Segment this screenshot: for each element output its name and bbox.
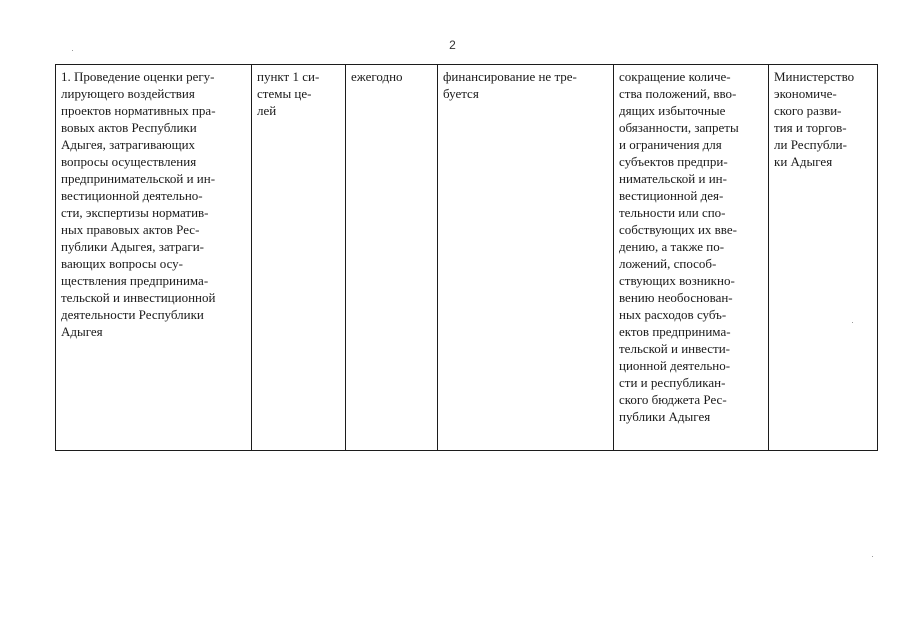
cell-result: сокращение количе- ства положений, вво- дящих избыточные обязанности, запреты и ограничения для субъектов предпри- нимательской и ин- вестиционной дея- тельности или спо- собствующих их вве- дению, а также по- ложений, способ- ствующих возникно- вению необоснован- ных расходов субъ- ектов предпринима- тельской и инвести- ционной деятельно- сти и республикан- ского бюджета Рес- публики Адыгея bbox=[614, 65, 769, 451]
scan-speck bbox=[72, 50, 73, 51]
scan-speck bbox=[872, 556, 873, 557]
scan-speck bbox=[852, 322, 853, 323]
cell-financing: финансирование не тре- буется bbox=[438, 65, 614, 451]
table-row bbox=[56, 65, 878, 451]
cell-deadline: ежегодно bbox=[346, 65, 438, 451]
measures-table bbox=[55, 64, 878, 451]
page-number: 2 bbox=[449, 38, 456, 52]
cell-responsible: Министерство экономиче- ского разви- тия и торгов- ли Республи- ки Адыгея bbox=[769, 65, 878, 451]
cell-basis: пункт 1 си- стемы це- лей bbox=[252, 65, 346, 451]
cell-measure: 1. Проведение оценки регу- лирующего воздействия проектов нормативных пра- вовых актов Республики Адыгея, затрагивающих вопросы осуществления предпринимательской и ин- вестиционной деятельно- сти, экспертизы норматив- ных правовых актов Рес- публики Адыгея, затраги- вающих вопросы осу- ществления предпринима- тельской и инвестиционной деятельности Республики Адыгея bbox=[56, 65, 252, 451]
